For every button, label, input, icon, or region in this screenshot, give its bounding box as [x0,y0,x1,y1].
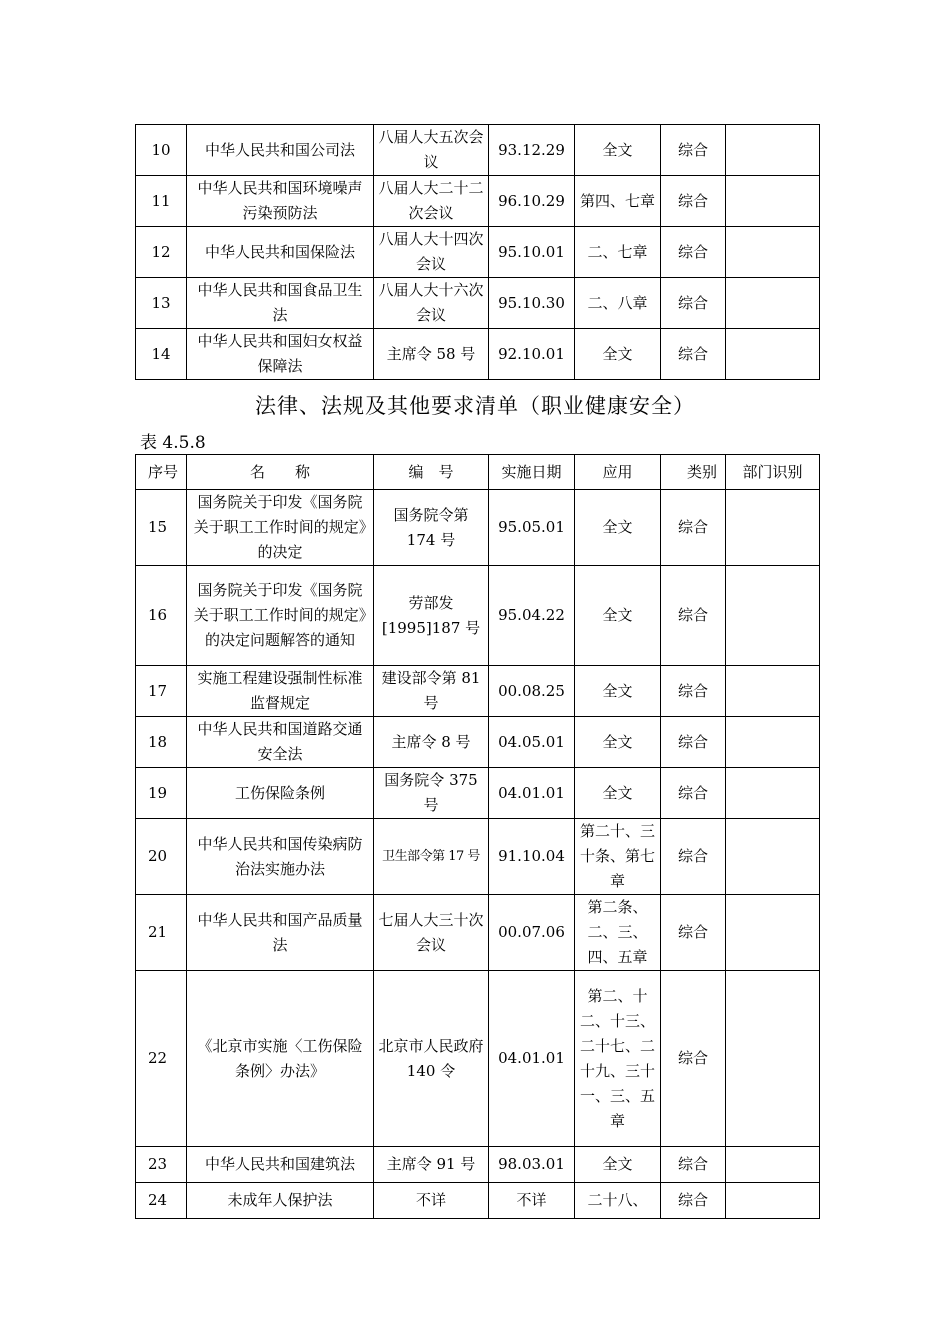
category-cell: 综合 [661,566,726,666]
name-cell: 中华人民共和国建筑法 [187,1147,374,1183]
number-cell: 劳部发 [1995]187 号 [374,566,489,666]
seq-cell: 13 [136,278,187,329]
dept-cell [726,768,820,819]
category-cell: 综合 [661,1147,726,1183]
application-cell: 第四、七章 [575,176,661,227]
application-cell: 第二条、二、三、四、五章 [575,895,661,971]
date-cell: 04.01.01 [489,768,575,819]
header-date: 实施日期 [489,455,575,490]
number-cell: 主席令 58 号 [374,329,489,380]
name-cell: 中华人民共和国产品质量法 [187,895,374,971]
category-cell: 综合 [661,666,726,717]
name-cell: 中华人民共和国妇女权益保障法 [187,329,374,380]
application-cell: 第二、十二、十三、二十七、二十九、三十一、三、五章 [575,971,661,1147]
date-cell: 00.07.06 [489,895,575,971]
table-row [136,227,820,278]
dept-cell [726,819,820,895]
number-cell: 八届人大十六次会议 [374,278,489,329]
number-cell: 主席令 8 号 [374,717,489,768]
category-cell: 综合 [661,971,726,1147]
name-cell: 国务院关于印发《国务院关于职工工作时间的规定》的决定 [187,490,374,566]
category-cell: 综合 [661,717,726,768]
date-cell: 98.03.01 [489,1147,575,1183]
date-cell: 91.10.04 [489,819,575,895]
date-cell: 不详 [489,1183,575,1219]
table-ohs-body [136,455,820,1219]
table-row [136,490,820,566]
number-cell: 建设部令第 81 号 [374,666,489,717]
category-cell: 综合 [661,768,726,819]
table-row [136,717,820,768]
table-label: 表 4.5.8 [140,433,206,453]
dept-cell [726,278,820,329]
application-cell: 全文 [575,768,661,819]
table-header-row [136,455,820,490]
header-number: 编 号 [374,455,489,490]
header-seq: 序号 [136,455,187,490]
number-cell: 八届人大二十二次会议 [374,176,489,227]
number-cell: 卫生部令第 17 号 [374,819,489,895]
dept-cell [726,329,820,380]
seq-cell: 10 [136,125,187,176]
table-row [136,176,820,227]
table-row [136,278,820,329]
category-cell: 综合 [661,176,726,227]
dept-cell [726,176,820,227]
name-cell: 中华人民共和国公司法 [187,125,374,176]
application-cell: 二十八、 [575,1183,661,1219]
date-cell: 95.04.22 [489,566,575,666]
number-cell: 不详 [374,1183,489,1219]
name-cell: 实施工程建设强制性标准监督规定 [187,666,374,717]
table-row [136,566,820,666]
seq-cell: 14 [136,329,187,380]
date-cell: 04.01.01 [489,971,575,1147]
dept-cell [726,666,820,717]
category-cell: 综合 [661,490,726,566]
seq-cell: 12 [136,227,187,278]
number-cell: 七届人大三十次会议 [374,895,489,971]
dept-cell [726,895,820,971]
dept-cell [726,1183,820,1219]
dept-cell [726,490,820,566]
table-row [136,971,820,1147]
dept-cell [726,227,820,278]
number-cell: 国务院令第 174 号 [374,490,489,566]
dept-cell [726,566,820,666]
regulations-table-ohs [135,454,820,1219]
date-cell: 95.10.01 [489,227,575,278]
application-cell: 全文 [575,125,661,176]
seq-cell: 19 [136,768,187,819]
date-cell: 95.10.30 [489,278,575,329]
name-cell: 中华人民共和国传染病防治法实施办法 [187,819,374,895]
name-cell: 国务院关于印发《国务院关于职工工作时间的规定》的决定问题解答的通知 [187,566,374,666]
category-cell: 综合 [661,125,726,176]
date-cell: 95.05.01 [489,490,575,566]
name-cell: 中华人民共和国道路交通安全法 [187,717,374,768]
table-row [136,768,820,819]
date-cell: 04.05.01 [489,717,575,768]
dept-cell [726,971,820,1147]
application-cell: 全文 [575,329,661,380]
date-cell: 00.08.25 [489,666,575,717]
application-cell: 全文 [575,490,661,566]
name-cell: 工伤保险条例 [187,768,374,819]
number-cell: 八届人大十四次会议 [374,227,489,278]
category-cell: 综合 [661,819,726,895]
header-dept: 部门识别 [726,455,820,490]
application-cell: 第二十、三十条、第七章 [575,819,661,895]
dept-cell [726,717,820,768]
name-cell: 中华人民共和国保险法 [187,227,374,278]
number-cell: 主席令 91 号 [374,1147,489,1183]
seq-cell: 24 [136,1183,187,1219]
header-category: 类别 [661,455,726,490]
table-top-body [136,125,820,380]
date-cell: 93.12.29 [489,125,575,176]
seq-cell: 22 [136,971,187,1147]
category-cell: 综合 [661,278,726,329]
table-row [136,895,820,971]
seq-cell: 11 [136,176,187,227]
table-row [136,666,820,717]
name-cell: 未成年人保护法 [187,1183,374,1219]
dept-cell [726,125,820,176]
table-row [136,1147,820,1183]
regulations-table-top [135,124,820,380]
name-cell: 《北京市实施〈工伤保险条例〉办法》 [187,971,374,1147]
application-cell: 全文 [575,717,661,768]
table-row [136,1183,820,1219]
number-cell: 国务院令 375 号 [374,768,489,819]
name-cell: 中华人民共和国环境噪声污染预防法 [187,176,374,227]
seq-cell: 18 [136,717,187,768]
application-cell: 全文 [575,666,661,717]
header-application: 应用 [575,455,661,490]
category-cell: 综合 [661,1183,726,1219]
page-title: 法律、法规及其他要求清单（职业健康安全） [255,394,695,418]
seq-cell: 15 [136,490,187,566]
application-cell: 全文 [575,566,661,666]
seq-cell: 16 [136,566,187,666]
header-name: 名 称 [187,455,374,490]
category-cell: 综合 [661,895,726,971]
date-cell: 92.10.01 [489,329,575,380]
seq-cell: 23 [136,1147,187,1183]
table-row [136,125,820,176]
seq-cell: 17 [136,666,187,717]
name-cell: 中华人民共和国食品卫生法 [187,278,374,329]
application-cell: 全文 [575,1147,661,1183]
number-cell: 北京市人民政府 140 令 [374,971,489,1147]
application-cell: 二、八章 [575,278,661,329]
seq-cell: 20 [136,819,187,895]
category-cell: 综合 [661,227,726,278]
date-cell: 96.10.29 [489,176,575,227]
seq-cell: 21 [136,895,187,971]
number-cell: 八届人大五次会议 [374,125,489,176]
table-row [136,329,820,380]
table-row [136,819,820,895]
dept-cell [726,1147,820,1183]
category-cell: 综合 [661,329,726,380]
application-cell: 二、七章 [575,227,661,278]
